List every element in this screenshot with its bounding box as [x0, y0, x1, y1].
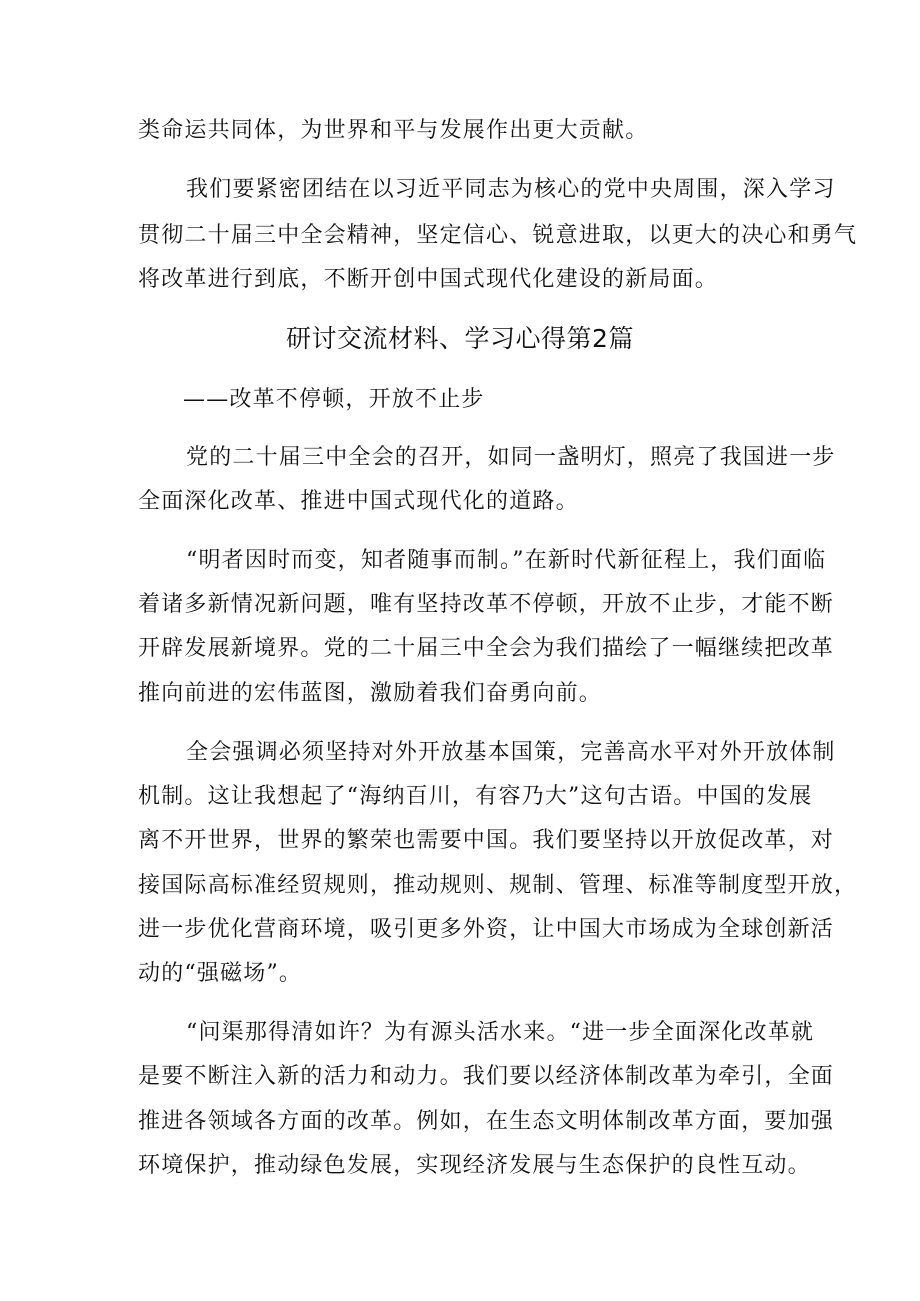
paragraph-line: 推进各领域各方面的改革。例如，在生态文明体制改革方面，要加强 [138, 1109, 835, 1134]
paragraph-line: 全面深化改革、推进中国式现代化的道路。 [138, 489, 579, 514]
paragraph-line: 类命运共同体，为世界和平与发展作出更大贡献。 [138, 118, 649, 143]
section-heading: 研讨交流材料、学习心得第2篇 [286, 324, 634, 353]
paragraph-line: 贯彻二十届三中全会精神，坚定信心、锐意进取，以更大的决心和勇气 [138, 223, 858, 248]
paragraph-line: 开辟发展新境界。党的二十届三中全会为我们描绘了一幅继续把改革 [138, 636, 835, 661]
paragraph-line: 接国际高标准经贸规则，推动规则、规制、管理、标准等制度型开放， [138, 873, 858, 898]
paragraph-line: “问渠那得清如许？为有源头活水来。“进一步全面深化改革就 [186, 1020, 815, 1045]
paragraph-line: 机制。这让我想起了“海纳百川，有容乃大”这句古语。中国的发展 [138, 784, 813, 809]
paragraph-line: 动的“强磁场”。 [138, 961, 303, 986]
paragraph-line: 全会强调必须坚持对外开放基本国策，完善高水平对外开放体制 [186, 740, 836, 765]
paragraph-line: 环境保护，推动绿色发展，实现经济发展与生态保护的良性互动。 [138, 1153, 811, 1178]
paragraph-line: 进一步优化营商环境，吸引更多外资，让中国大市场成为全球创新活 [138, 917, 835, 942]
paragraph-line: 着诸多新情况新问题，唯有坚持改革不停顿，开放不止步，才能不断 [138, 592, 835, 617]
paragraph-line: 党的二十届三中全会的召开，如同一盏明灯，照亮了我国进一步 [186, 445, 836, 470]
section-subtitle: ——改革不停顿，开放不止步 [183, 387, 485, 412]
paragraph-line: 推向前进的宏伟蓝图，激励着我们奋勇向前。 [138, 681, 603, 706]
paragraph-line: 是要不断注入新的活力和动力。我们要以经济体制改革为牵引，全面 [138, 1064, 835, 1089]
paragraph-line: 我们要紧密团结在以习近平同志为核心的党中央周围，深入学习 [186, 177, 836, 202]
paragraph-line: 将改革进行到底，不断开创中国式现代化建设的新局面。 [138, 267, 719, 292]
paragraph-line: “明者因时而变，知者随事而制。”在新时代新征程上，我们面临 [186, 548, 827, 573]
paragraph-line: 离不开世界，世界的繁荣也需要中国。我们要坚持以开放促改革，对 [138, 828, 835, 853]
